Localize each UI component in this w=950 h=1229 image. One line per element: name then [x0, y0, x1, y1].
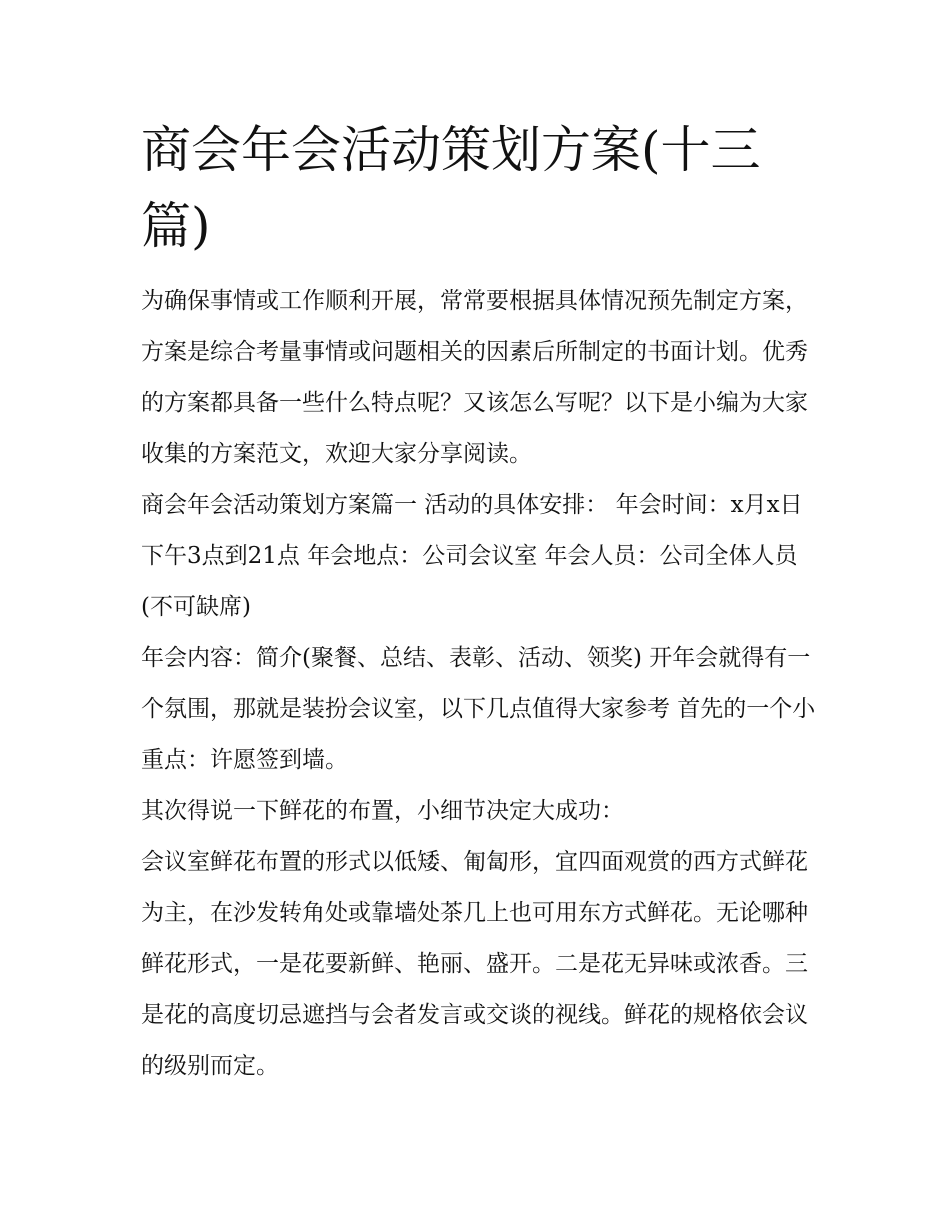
paragraph-content: 年会内容：简介(聚餐、总结、表彰、活动、领奖) 开年会就得有一个氛围，那就是装扮会议室，以下几点值得大家参考 首先的一个小重点：许愿签到墙。 — [141, 645, 816, 773]
document-title: 商会年会活动策划方案(十三篇) — [141, 121, 761, 255]
paragraph-flowers-intro: 其次得说一下鲜花的布置，小细节决定大成功： — [141, 798, 624, 824]
paragraph-schedule: 商会年会活动策划方案篇一 活动的具体安排： 年会时间：x月x日下午3点到21点 年会地点：公司会议室 年会人员：公司全体人员(不可缺席) — [141, 492, 803, 620]
paragraph-flowers-detail: 会议室鲜花布置的形式以低矮、匍匐形，宜四面观赏的西方式鲜花为主，在沙发转角处或靠墙处茶几上也可用东方式鲜花。无论哪种鲜花形式，一是花要新鲜、艳丽、盛开。二是花无异味或浓香。三是花的高度切忌遮挡与会者发言或交谈的视线。鲜花的规格依会议的级别而定。 — [141, 849, 808, 1079]
paragraph-intro: 为确保事情或工作顺利开展，常常要根据具体情况预先制定方案，方案是综合考量事情或问题相关的因素后所制定的书面计划。优秀的方案都具备一些什么特点呢？又该怎么写呢？以下是小编为大家收集的方案范文，欢迎大家分享阅读。 — [141, 288, 808, 467]
document-body — [141, 276, 821, 1092]
